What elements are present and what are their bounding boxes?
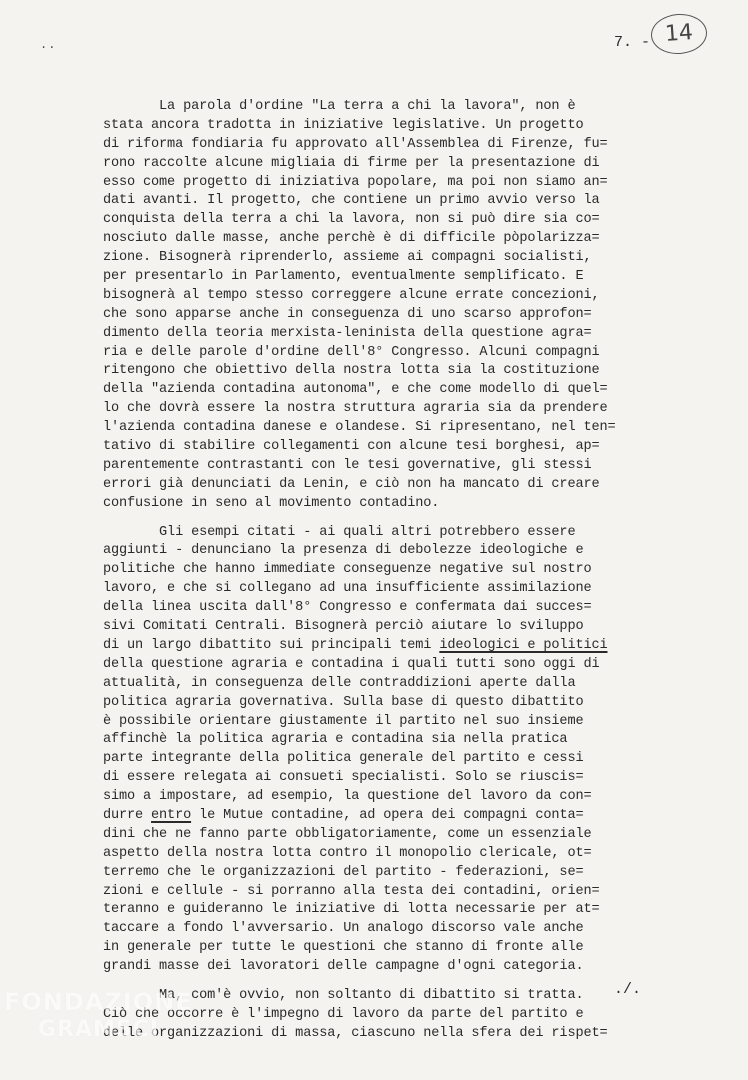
underlined-phrase: ideologici e politici [439,637,608,653]
text-line-with-underline [103,637,673,656]
page-number: 7. - [614,34,651,51]
text-line: aggiunti - denunciano la presenza di debolezze ideologiche e [103,543,584,559]
text-line-with-underline [103,807,673,826]
text-line: che sono apparse anche in conseguenza di uno scarso approfon= [103,306,592,322]
text-line: sivi Comitati Centrali. Bisognerà perciò aiutare lo sviluppo [103,619,584,635]
text-line: delle organizzazioni di massa, ciascuno nella sfera dei rispet= [103,1025,608,1041]
text-line: errori già denunciati da Lenin, e ciò non ha mancato di creare [103,476,600,492]
paragraph-gap [103,977,673,987]
text-line: rono raccolte alcune migliaia di firme per la presentazione di [103,155,600,171]
text-line: nosciuto dalle masse, anche perchè è di difficile pòpolarizza= [103,231,600,247]
corner-mark: .. [40,38,57,52]
text-line: stata ancora tradotta in iniziative legislative. Un progetto [103,117,584,133]
text-line: zione. Bisognerà riprenderlo, assieme ai compagni socialisti, [103,250,592,266]
text-line: conquista della terra a chi la lavora, non si può dire sia co= [103,212,600,228]
text-line: simo a impostare, ad esempio, la questione del lavoro da con= [103,789,592,805]
paragraph-2 [103,524,673,977]
text-line: attualità, in conseguenza delle contraddizioni aperte dalla [103,675,576,691]
text-line: teranno e guideranno le iniziative di lotta necessarie per at= [103,902,600,918]
archive-number-circled: 14 [650,12,709,56]
underlined-word: entro [151,807,192,823]
text-line: in generale per tutte le questioni che stanno di fronte alle [103,940,584,956]
text-line: ritengono che obiettivo della nostra lotta sia la costituzione [103,363,600,379]
text-line: zioni e cellule - si porranno alla testa dei contadini, orien= [103,883,600,899]
text-line: ria e delle parole d'ordine dell'8° Congresso. Alcuni compagni [103,344,600,360]
watermark-line: FONDAZIONE [4,988,193,1016]
text-line: esso come progetto di iniziativa popolare, ma poi non siamo an= [103,174,608,190]
text-line: affinchè la politica agraria e contadina sia nella pratica [103,732,568,748]
text-line: della "azienda contadina autonoma", e che come modello di quel= [103,382,608,398]
paragraph-gap [103,514,673,524]
paragraph-1 [103,98,673,514]
text-line: aspetto della nostra lotta contro il monopolio clericale, ot= [103,845,592,861]
text-line: di riforma fondiaria fu approvato all'Assemblea di Firenze, fu= [103,136,608,152]
text-segment: durre [103,807,152,823]
text-line: confusione in seno al movimento contadino. [103,495,440,511]
text-segment: le Mutue contadine, ad opera dei compagni conta= [191,807,584,823]
text-line: è possibile orientare giustamente il partito nel suo insieme [103,713,584,729]
text-line: taccare a fondo l'avversario. Un analogo discorso vale anche [103,921,584,937]
text-line: dimento della teoria merxista-leninista della questione agra= [103,325,592,341]
text-line: dini che ne fanno parte obbligatoriamente, come un essenziale [103,826,592,842]
text-line: lo che dovrà essere la nostra struttura agraria sia da prendere [103,401,608,417]
text-line: lavoro, e che si collegano ad una insufficiente assimilazione [103,581,592,597]
text-line: per presentarlo in Parlamento, eventualmente semplificato. E [103,269,584,285]
body-text [103,98,673,1044]
text-line: della linea uscita dall'8° Congresso e confermata dai succes= [103,600,592,616]
text-line: politica agraria governativa. Sulla base di questo dibattito [103,694,584,710]
text-line: Ciò che occorre è l'impegno di lavoro da parte del partito e [103,1006,584,1022]
text-line: di essere relegata ai consueti specialisti. Solo se riuscis= [103,770,584,786]
text-line: Gli esempi citati - ai quali altri potrebbero essere [103,524,576,540]
text-line: grandi masse dei lavoratori delle campagne d'ogni categoria. [103,959,584,975]
text-line: dati avanti. Il progetto, che contiene un primo avvio verso la [103,193,600,209]
text-line: l'azienda contadina danese e olandese. Si ripresentano, nel ten= [103,420,616,436]
text-line: bisognerà al tempo stesso correggere alcune errate concezioni, [103,287,600,303]
watermark-line: GRAMSCI [38,1017,160,1042]
text-line: parentemente contrastanti con le tesi governative, gli stessi [103,457,592,473]
text-line: Ma, com'è ovvio, non soltanto di dibattito si tratta. [103,987,584,1003]
text-line: della questione agraria e contadina i quali tutti sono oggi di [103,656,600,672]
archive-watermark-logo [4,988,193,1044]
text-line: tativo di stabilire collegamenti con alcune tesi borghesi, ap= [103,439,600,455]
text-line: politiche che hanno immediate conseguenze negative sul nostro [103,562,592,578]
text-line: La parola d'ordine "La terra a chi la lavora", non è [103,99,576,114]
text-line: parte integrante della politica generale del partito e cessi [103,751,584,767]
text-segment: di un largo dibattito sui principali temi [103,637,440,653]
text-line: terremo che le organizzazioni del partito - federazioni, se= [103,864,584,880]
continuation-mark: ./. [614,981,642,998]
